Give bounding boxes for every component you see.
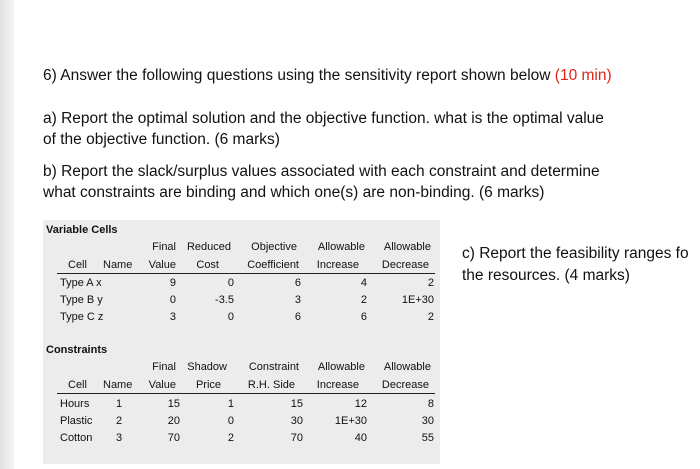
var-row-1-reduced: 0	[227, 277, 234, 289]
var-row-3-name: Type C z	[60, 311, 104, 323]
variable-cells-title: Variable Cells	[46, 224, 118, 236]
con-row-1-rhs: 15	[290, 398, 303, 410]
page-edge-shadow	[0, 0, 14, 469]
con-header-rule	[57, 393, 435, 394]
header-decrease: Decrease	[381, 259, 429, 271]
con-header-rhs: R.H. Side	[247, 379, 295, 391]
con-row-3-num: 3	[116, 432, 123, 444]
var-row-1-inc: 4	[360, 277, 367, 289]
con-row-2-shadow: 0	[227, 415, 234, 427]
var-row-1-name: Type A x	[60, 277, 102, 289]
header-rule	[57, 273, 435, 274]
con-header-constraint: Constraint	[248, 361, 299, 373]
con-header-cell: Cell	[68, 379, 87, 391]
part-b-line-2: what constraints are binding and which one(s) are non-binding. (6 marks)	[43, 184, 545, 201]
part-a-line-2: of the objective function. (6 marks)	[43, 131, 280, 148]
con-header-final: Final	[152, 361, 176, 373]
part-a-line-1: a) Report the optimal solution and the objective function. what is the optimal value	[43, 110, 604, 127]
con-row-1-inc: 12	[354, 398, 367, 410]
con-header-allowable-2: Allowable	[383, 361, 431, 373]
part-b-line-1: b) Report the slack/surplus values associated with each constraint and determine	[43, 163, 600, 180]
con-row-2-final: 20	[167, 415, 180, 427]
con-header-decrease: Decrease	[381, 379, 429, 391]
con-header-price: Price	[195, 379, 221, 391]
question-6-heading	[43, 66, 612, 86]
part-c-line-2: the resources. (4 marks)	[462, 267, 630, 284]
header-objective: Objective	[251, 241, 297, 253]
var-row-3-reduced: 0	[227, 311, 234, 323]
var-row-2-final: 0	[169, 294, 176, 306]
sensitivity-report	[43, 220, 440, 464]
con-row-3-shadow: 2	[227, 432, 234, 444]
con-row-2-inc: 1E+30	[334, 415, 367, 427]
var-row-2-inc: 2	[360, 294, 367, 306]
header-final: Final	[152, 241, 176, 253]
var-row-1-coef: 6	[294, 277, 301, 289]
time-limit: (10 min)	[554, 67, 612, 84]
con-row-3-inc: 40	[354, 432, 367, 444]
header-allowable-2: Allowable	[383, 241, 431, 253]
constraints-table	[43, 340, 440, 464]
var-row-3-inc: 6	[360, 311, 367, 323]
con-row-3-final: 70	[167, 432, 180, 444]
con-row-3-rhs: 70	[290, 432, 303, 444]
header-coefficient: Coefficient	[247, 259, 299, 271]
var-row-3-final: 3	[169, 311, 176, 323]
con-row-2-num: 2	[116, 415, 123, 427]
var-row-3-dec: 2	[427, 311, 434, 323]
con-row-1-name: Hours	[60, 398, 90, 410]
con-header-value: Value	[148, 379, 176, 391]
con-row-2-name: Plastic	[60, 415, 93, 427]
header-cell: Cell	[68, 259, 87, 271]
con-row-2-rhs: 30	[290, 415, 303, 427]
header-increase: Increase	[316, 259, 359, 271]
con-row-1-shadow: 1	[227, 398, 234, 410]
con-header-shadow: Shadow	[187, 361, 227, 373]
var-row-2-reduced: -3.5	[215, 294, 234, 306]
con-header-increase: Increase	[316, 379, 359, 391]
con-row-1-num: 1	[116, 398, 123, 410]
con-header-allowable-1: Allowable	[317, 361, 365, 373]
header-name: Name	[103, 259, 133, 271]
var-row-2-name: Type B y	[60, 294, 103, 306]
var-row-2-dec: 1E+30	[401, 294, 434, 306]
con-row-1-dec: 8	[427, 398, 434, 410]
part-c-line-1: c) Report the feasibility ranges fo	[462, 245, 689, 262]
var-row-1-final: 9	[169, 277, 176, 289]
con-row-1-final: 15	[167, 398, 180, 410]
con-header-name: Name	[103, 379, 133, 391]
header-cost: Cost	[196, 259, 219, 271]
var-row-3-coef: 6	[294, 311, 301, 323]
con-row-3-name: Cotton	[60, 432, 93, 444]
question-6-text: 6) Answer the following questions using the sensitivity report shown below	[43, 67, 551, 84]
header-allowable-1: Allowable	[317, 241, 365, 253]
con-row-3-dec: 55	[421, 432, 434, 444]
constraints-title: Constraints	[46, 344, 108, 356]
var-row-1-dec: 2	[427, 277, 434, 289]
variable-cells-table	[43, 220, 440, 330]
con-row-2-dec: 30	[421, 415, 434, 427]
header-reduced: Reduced	[186, 241, 231, 253]
var-row-2-coef: 3	[294, 294, 301, 306]
header-value: Value	[148, 259, 176, 271]
